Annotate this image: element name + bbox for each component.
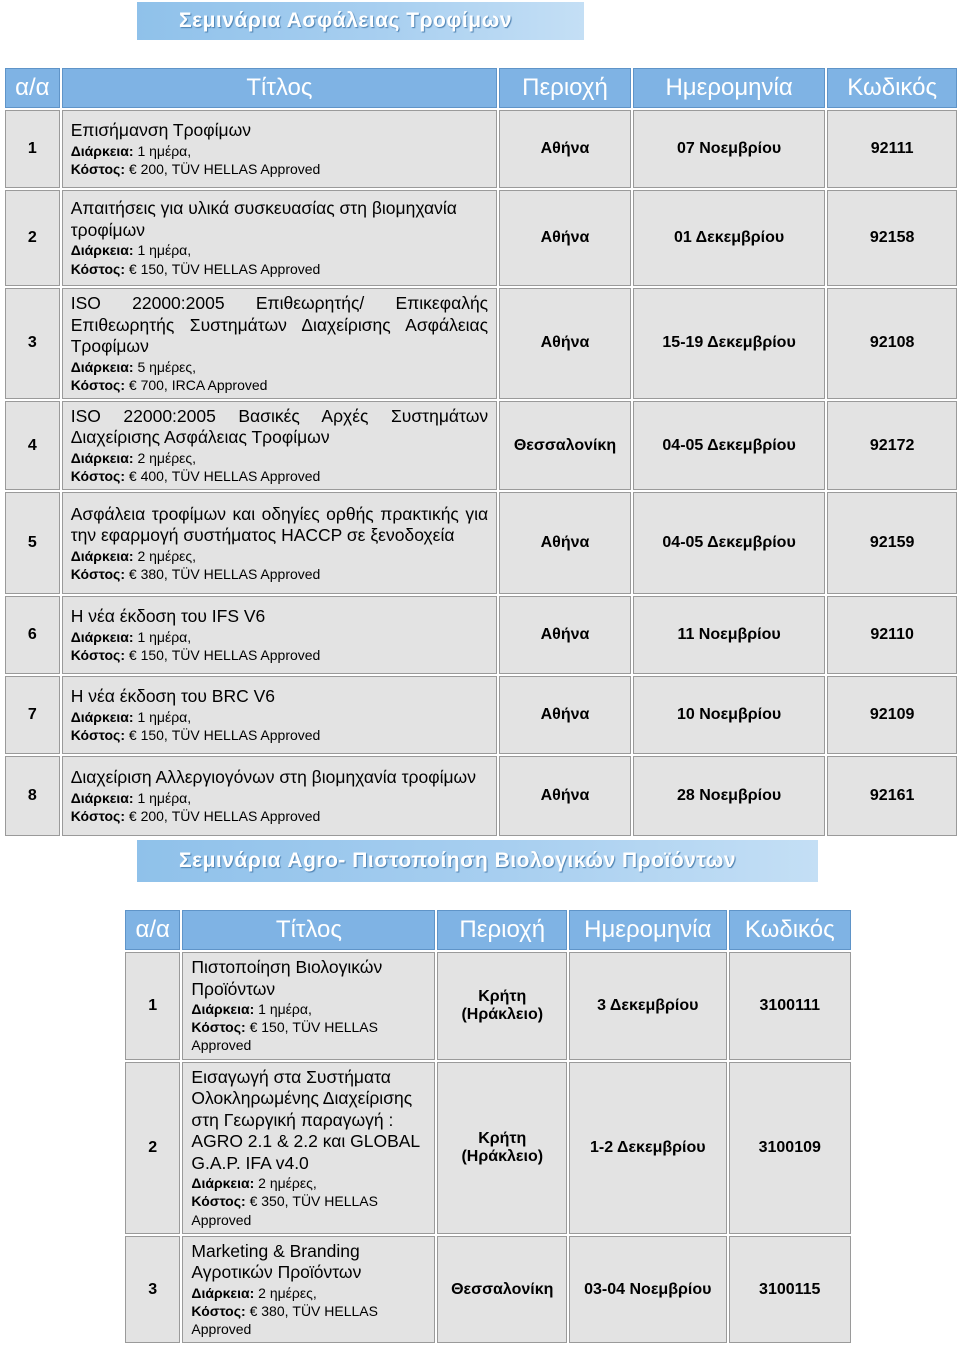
seminar-duration — [71, 241, 488, 259]
duration-value: 1 ημέρα, — [133, 789, 192, 806]
date-cell: 11 Νοεμβρίου — [633, 596, 825, 674]
seminar-cost — [71, 565, 488, 583]
code-cell: 92108 — [827, 288, 957, 399]
date-cell: 01 Δεκεμβρίου — [633, 190, 825, 286]
row-number: 2 — [5, 190, 60, 286]
seminar-duration — [71, 142, 488, 160]
cost-label: Κόστος: — [70, 376, 125, 393]
date-cell: 15-19 Δεκεμβρίου — [633, 288, 825, 399]
duration-value: 2 ημέρες, — [254, 1175, 317, 1192]
region-cell: Αθήνα — [499, 190, 631, 286]
code-cell: 92158 — [827, 190, 957, 286]
duration-label: Διάρκεια: — [70, 449, 134, 466]
date-cell: 1-2 Δεκεμβρίου — [569, 1062, 726, 1234]
food-safety-banner — [137, 2, 584, 40]
cost-label: Κόστος: — [70, 468, 125, 485]
duration-value: 1 ημέρα, — [254, 1001, 312, 1018]
seminar-cost — [71, 807, 488, 825]
duration-label: Διάρκεια: — [70, 789, 134, 806]
cost-label: Κόστος: — [70, 160, 125, 177]
seminar-title: ISO 22000:2005 Βασικές Αρχές Συστημάτων Διαχείρισης Ασφάλειας Τροφίμων — [70, 405, 489, 448]
region-cell: Θεσσαλονίκη — [437, 1236, 567, 1344]
seminar-duration — [71, 449, 488, 467]
table-row[interactable] — [125, 952, 851, 1060]
table-row[interactable] — [5, 401, 957, 490]
row-number: 8 — [5, 756, 60, 836]
duration-label: Διάρκεια: — [191, 1284, 255, 1301]
duration-value: 1 ημέρα, — [133, 242, 192, 259]
seminar-duration — [191, 1174, 426, 1192]
seminar-cost — [71, 260, 488, 278]
region-cell: Κρήτη (Ηράκλειο) — [437, 1062, 567, 1234]
code-cell: 92159 — [827, 492, 957, 594]
row-number: 3 — [125, 1236, 180, 1344]
table-row[interactable] — [5, 756, 957, 836]
cost-label: Κόστος: — [70, 808, 125, 825]
agro-banner-title: Σεμινάρια Agro- Πιστοποίηση Βιολογικών Προϊόντων — [179, 849, 737, 872]
region-cell: Αθήνα — [499, 596, 631, 674]
seminar-title: Διαχείριση Αλλεργιογόνων στη βιομηχανία τροφίμων — [70, 767, 476, 788]
code-cell: 3100111 — [729, 952, 851, 1060]
cost-label: Κόστος: — [70, 727, 125, 744]
table-row[interactable] — [5, 676, 957, 754]
seminar-duration — [71, 628, 488, 646]
duration-value: 2 ημέρες, — [133, 547, 197, 564]
seminar-cost — [71, 160, 488, 178]
code-cell: 92110 — [827, 596, 957, 674]
seminar-title: Απαιτήσεις για υλικά συσκευασίας στη βιομηχανία τροφίμων — [70, 198, 457, 240]
cost-value: € 380, TÜV HELLAS Approved — [125, 565, 321, 582]
date-cell: 04-05 Δεκεμβρίου — [633, 492, 825, 594]
cost-value: € 150, TÜV HELLAS Approved — [125, 727, 321, 744]
region-cell: Αθήνα — [499, 756, 631, 836]
seminar-cost — [191, 1302, 426, 1338]
seminar-cost — [191, 1018, 426, 1054]
row-number: 6 — [5, 596, 60, 674]
header-date: Ημερομηνία — [633, 68, 825, 108]
seminar-cell — [182, 952, 435, 1060]
header-region: Περιοχή — [437, 910, 567, 950]
duration-label: Διάρκεια: — [191, 1001, 255, 1018]
table-row[interactable] — [125, 1062, 851, 1234]
header-no: α/α — [125, 910, 180, 950]
cost-label: Κόστος: — [70, 647, 125, 664]
row-number: 7 — [5, 676, 60, 754]
duration-value: 2 ημέρες, — [133, 449, 197, 466]
cost-value: € 150, TÜV HELLAS Approved — [125, 260, 321, 277]
cost-label: Κόστος: — [191, 1302, 246, 1319]
duration-label: Διάρκεια: — [70, 242, 134, 259]
table-row[interactable] — [5, 110, 957, 188]
cost-label: Κόστος: — [191, 1019, 246, 1036]
table-row[interactable] — [5, 492, 957, 594]
seminar-cell — [182, 1062, 435, 1234]
seminar-cell — [62, 756, 497, 836]
cost-value: € 200, TÜV HELLAS Approved — [125, 808, 321, 825]
duration-value: 2 ημέρες, — [254, 1284, 317, 1301]
seminar-cell — [62, 596, 497, 674]
date-cell: 03-04 Νοεμβρίου — [569, 1236, 726, 1344]
duration-label: Διάρκεια: — [70, 628, 134, 645]
agro-table — [123, 908, 853, 1345]
row-number: 3 — [5, 288, 60, 399]
seminar-cell — [182, 1236, 435, 1344]
region-cell: Αθήνα — [499, 492, 631, 594]
row-number: 1 — [5, 110, 60, 188]
seminar-title: Πιστοποίηση Βιολογικών Προϊόντων — [191, 957, 383, 999]
code-cell: 3100109 — [729, 1062, 851, 1234]
code-cell: 92109 — [827, 676, 957, 754]
region-cell: Αθήνα — [499, 676, 631, 754]
seminar-cell — [62, 190, 497, 286]
seminar-cost — [71, 467, 488, 485]
code-cell: 92161 — [827, 756, 957, 836]
header-code: Κωδικός — [729, 910, 851, 950]
seminar-cell — [62, 492, 497, 594]
duration-value: 5 ημέρες, — [133, 358, 197, 375]
seminar-title: Επισήμανση Τροφίμων — [70, 120, 252, 141]
cost-value: € 400, TÜV HELLAS Approved — [125, 468, 321, 485]
row-number: 4 — [5, 401, 60, 490]
duration-value: 1 ημέρα, — [133, 708, 192, 725]
cost-label: Κόστος: — [70, 260, 125, 277]
table-row[interactable] — [5, 288, 957, 399]
seminar-cost — [71, 376, 488, 394]
seminar-duration — [71, 547, 488, 565]
table-row[interactable] — [125, 1236, 851, 1344]
header-code: Κωδικός — [827, 68, 957, 108]
cost-value: € 700, IRCA Approved — [125, 376, 268, 393]
header-title: Τίτλος — [62, 68, 497, 108]
date-cell: 04-05 Δεκεμβρίου — [633, 401, 825, 490]
seminar-title: ISO 22000:2005 Επιθεωρητής/ Επικεφαλής Επιθεωρητής Συστημάτων Διαχείρισης Ασφάλειας Τροφίμων — [70, 293, 489, 357]
seminar-title: Η νέα έκδοση του BRC V6 — [70, 686, 276, 707]
code-cell: 92111 — [827, 110, 957, 188]
row-number: 5 — [5, 492, 60, 594]
cost-value: € 380, TÜV HELLAS Approved — [191, 1302, 378, 1338]
seminar-duration — [71, 789, 488, 807]
date-cell: 07 Νοεμβρίου — [633, 110, 825, 188]
food-safety-banner-title: Σεμινάρια Ασφάλειας Τροφίμων — [179, 9, 513, 32]
seminar-title: Η νέα έκδοση του IFS V6 — [70, 606, 266, 627]
seminar-cost — [191, 1192, 426, 1228]
seminar-duration — [71, 358, 488, 376]
seminar-cell — [62, 401, 497, 490]
table-header-row — [5, 68, 957, 108]
duration-label: Διάρκεια: — [191, 1175, 255, 1192]
table-header-row — [125, 910, 851, 950]
cost-label: Κόστος: — [191, 1193, 246, 1210]
header-region: Περιοχή — [499, 68, 631, 108]
cost-value: € 150, TÜV HELLAS Approved — [125, 647, 321, 664]
seminar-duration — [71, 708, 488, 726]
duration-label: Διάρκεια: — [70, 358, 134, 375]
header-no: α/α — [5, 68, 60, 108]
region-cell: Κρήτη (Ηράκλειο) — [437, 952, 567, 1060]
food-safety-table — [3, 66, 959, 838]
duration-label: Διάρκεια: — [70, 547, 134, 564]
seminar-title: Marketing & Branding Αγροτικών Προϊόντων — [191, 1240, 362, 1283]
table-row[interactable] — [5, 596, 957, 674]
duration-value: 1 ημέρα, — [133, 628, 192, 645]
header-title: Τίτλος — [182, 910, 435, 950]
seminar-duration — [191, 1284, 426, 1302]
cost-label: Κόστος: — [70, 565, 125, 582]
duration-value: 1 ημέρα, — [133, 142, 192, 159]
header-date: Ημερομηνία — [569, 910, 726, 950]
agro-banner — [137, 840, 818, 882]
seminar-cell — [62, 288, 497, 399]
duration-label: Διάρκεια: — [70, 708, 134, 725]
cost-value: € 200, TÜV HELLAS Approved — [125, 160, 321, 177]
row-number: 1 — [125, 952, 180, 1060]
row-number: 2 — [125, 1062, 180, 1234]
date-cell: 3 Δεκεμβρίου — [569, 952, 726, 1060]
region-cell: Θεσσαλονίκη — [499, 401, 631, 490]
region-cell: Αθήνα — [499, 110, 631, 188]
seminar-cell — [62, 676, 497, 754]
seminar-title: Εισαγωγή στα Συστήματα Ολοκληρωμένης Διαχείρισης στη Γεωργική παραγωγή : AGRO 2.1 & 2.2 και GLOBAL G.A.P. IFA v4.0 — [191, 1066, 420, 1173]
seminar-cost — [71, 726, 488, 744]
code-cell: 92172 — [827, 401, 957, 490]
cost-value: € 150, TÜV HELLAS Approved — [191, 1019, 378, 1054]
date-cell: 28 Νοεμβρίου — [633, 756, 825, 836]
date-cell: 10 Νοεμβρίου — [633, 676, 825, 754]
code-cell: 3100115 — [729, 1236, 851, 1344]
cost-value: € 350, TÜV HELLAS Approved — [191, 1193, 378, 1228]
region-cell: Αθήνα — [499, 288, 631, 399]
seminar-title: Ασφάλεια τροφίμων και οδηγίες ορθής πρακτικής για την εφαρμογή συστήματος HACCP σε ξενοδοχεία — [70, 503, 489, 546]
table-row[interactable] — [5, 190, 957, 286]
seminar-cost — [71, 646, 488, 664]
duration-label: Διάρκεια: — [70, 142, 134, 159]
seminar-duration — [191, 1000, 426, 1018]
seminar-cell — [62, 110, 497, 188]
